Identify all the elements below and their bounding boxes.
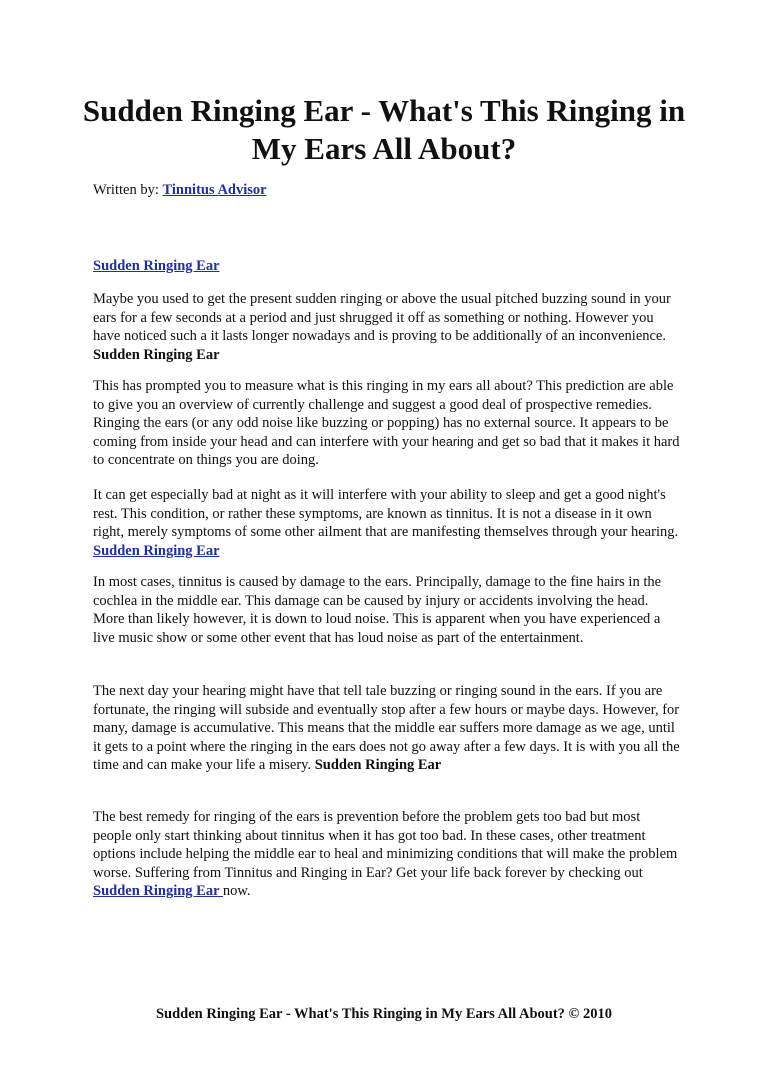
paragraph-2-text-a: This has prompted you to measure what is this ringing in my ears all about? This prediction are able to give you an overview of currently challenge and suggest a good deal of prospective remedies. Ringing the ears (or any odd noise like buzzing or popping) has no external source. It appears to be coming from inside your head and can interfere with your xyxy=(93,378,674,450)
paragraph-6-tail: now. xyxy=(222,883,251,900)
byline xyxy=(93,180,267,200)
byline-label: Written by: xyxy=(93,182,163,198)
paragraph-6 xyxy=(93,808,681,901)
author-link[interactable]: Tinnitus Advisor xyxy=(162,182,267,198)
page-title: Sudden Ringing Ear - What's This Ringing in My Ears All About? xyxy=(82,93,686,166)
paragraph-3 xyxy=(93,486,681,560)
paragraph-3-text: It can get especially bad at night as it will interfere with your ability to sleep and get a good night's rest. This condition, or rather these symptoms, are known as tinnitus. It is not a disease in it own right, merely symptoms of some other ailment that are manifesting themselves through your hearing. xyxy=(93,487,679,541)
paragraph-4-text: In most cases, tinnitus is caused by damage to the ears. Principally, damage to the fine hairs in the cochlea in the middle ear. This damage can be caused by injury or accidents involving the head. More than likely however, it is down to loud noise. This is apparent when you have experienced a live music show or some other event that has loud noise as part of the entertainment. xyxy=(93,574,662,646)
paragraph-6-link[interactable]: Sudden Ringing Ear xyxy=(93,883,223,900)
paragraph-1-keyword: Sudden Ringing Ear xyxy=(93,346,220,363)
paragraph-2 xyxy=(93,377,681,470)
paragraph-2-text-b: and get so bad that it makes it hard to concentrate on things you are doing. xyxy=(93,433,680,469)
paragraph-1-text: Maybe you used to get the present sudden ringing or above the usual pitched buzzing sound in your ears for a few seconds at a period and just shrugged it off as something or nothing. However you have noticed such a it lasts longer nowadays and is proving to be additionally of an inconvenience. xyxy=(93,291,671,345)
paragraph-4 xyxy=(93,573,681,647)
paragraph-3-link[interactable]: Sudden Ringing Ear xyxy=(93,542,220,559)
paragraph-2-hearing: hearing xyxy=(432,434,474,449)
paragraph-5-keyword: Sudden Ringing Ear xyxy=(314,757,442,774)
section-heading xyxy=(93,256,220,276)
paragraph-5 xyxy=(93,682,681,775)
paragraph-6-text: The best remedy for ringing of the ears is prevention before the problem gets too bad but most people only start thinking about tinnitus when it has got too bad. In these cases, other treatment options include helping the middle ear to heal and minimizing conditions that will make the problem worse. Suffering from Tinnitus and Ringing in Ear? Get your life back forever by checking out xyxy=(93,809,678,881)
section-heading-link[interactable]: Sudden Ringing Ear xyxy=(93,258,220,274)
paragraph-5-text: The next day your hearing might have that tell tale buzzing or ringing sound in the ears. If you are fortunate, the ringing will subside and eventually stop after a few hours or maybe days. However, for many, damage is accumulative. This means that the middle ear suffers more damage as we age, until it gets to a point where the ringing in the ears does not go away after a few days. It is with you all the time and can make your life a misery. xyxy=(93,683,680,774)
paragraph-1 xyxy=(93,290,681,364)
page-footer: Sudden Ringing Ear - What's This Ringing in My Ears All About? © 2010 xyxy=(155,1006,613,1022)
